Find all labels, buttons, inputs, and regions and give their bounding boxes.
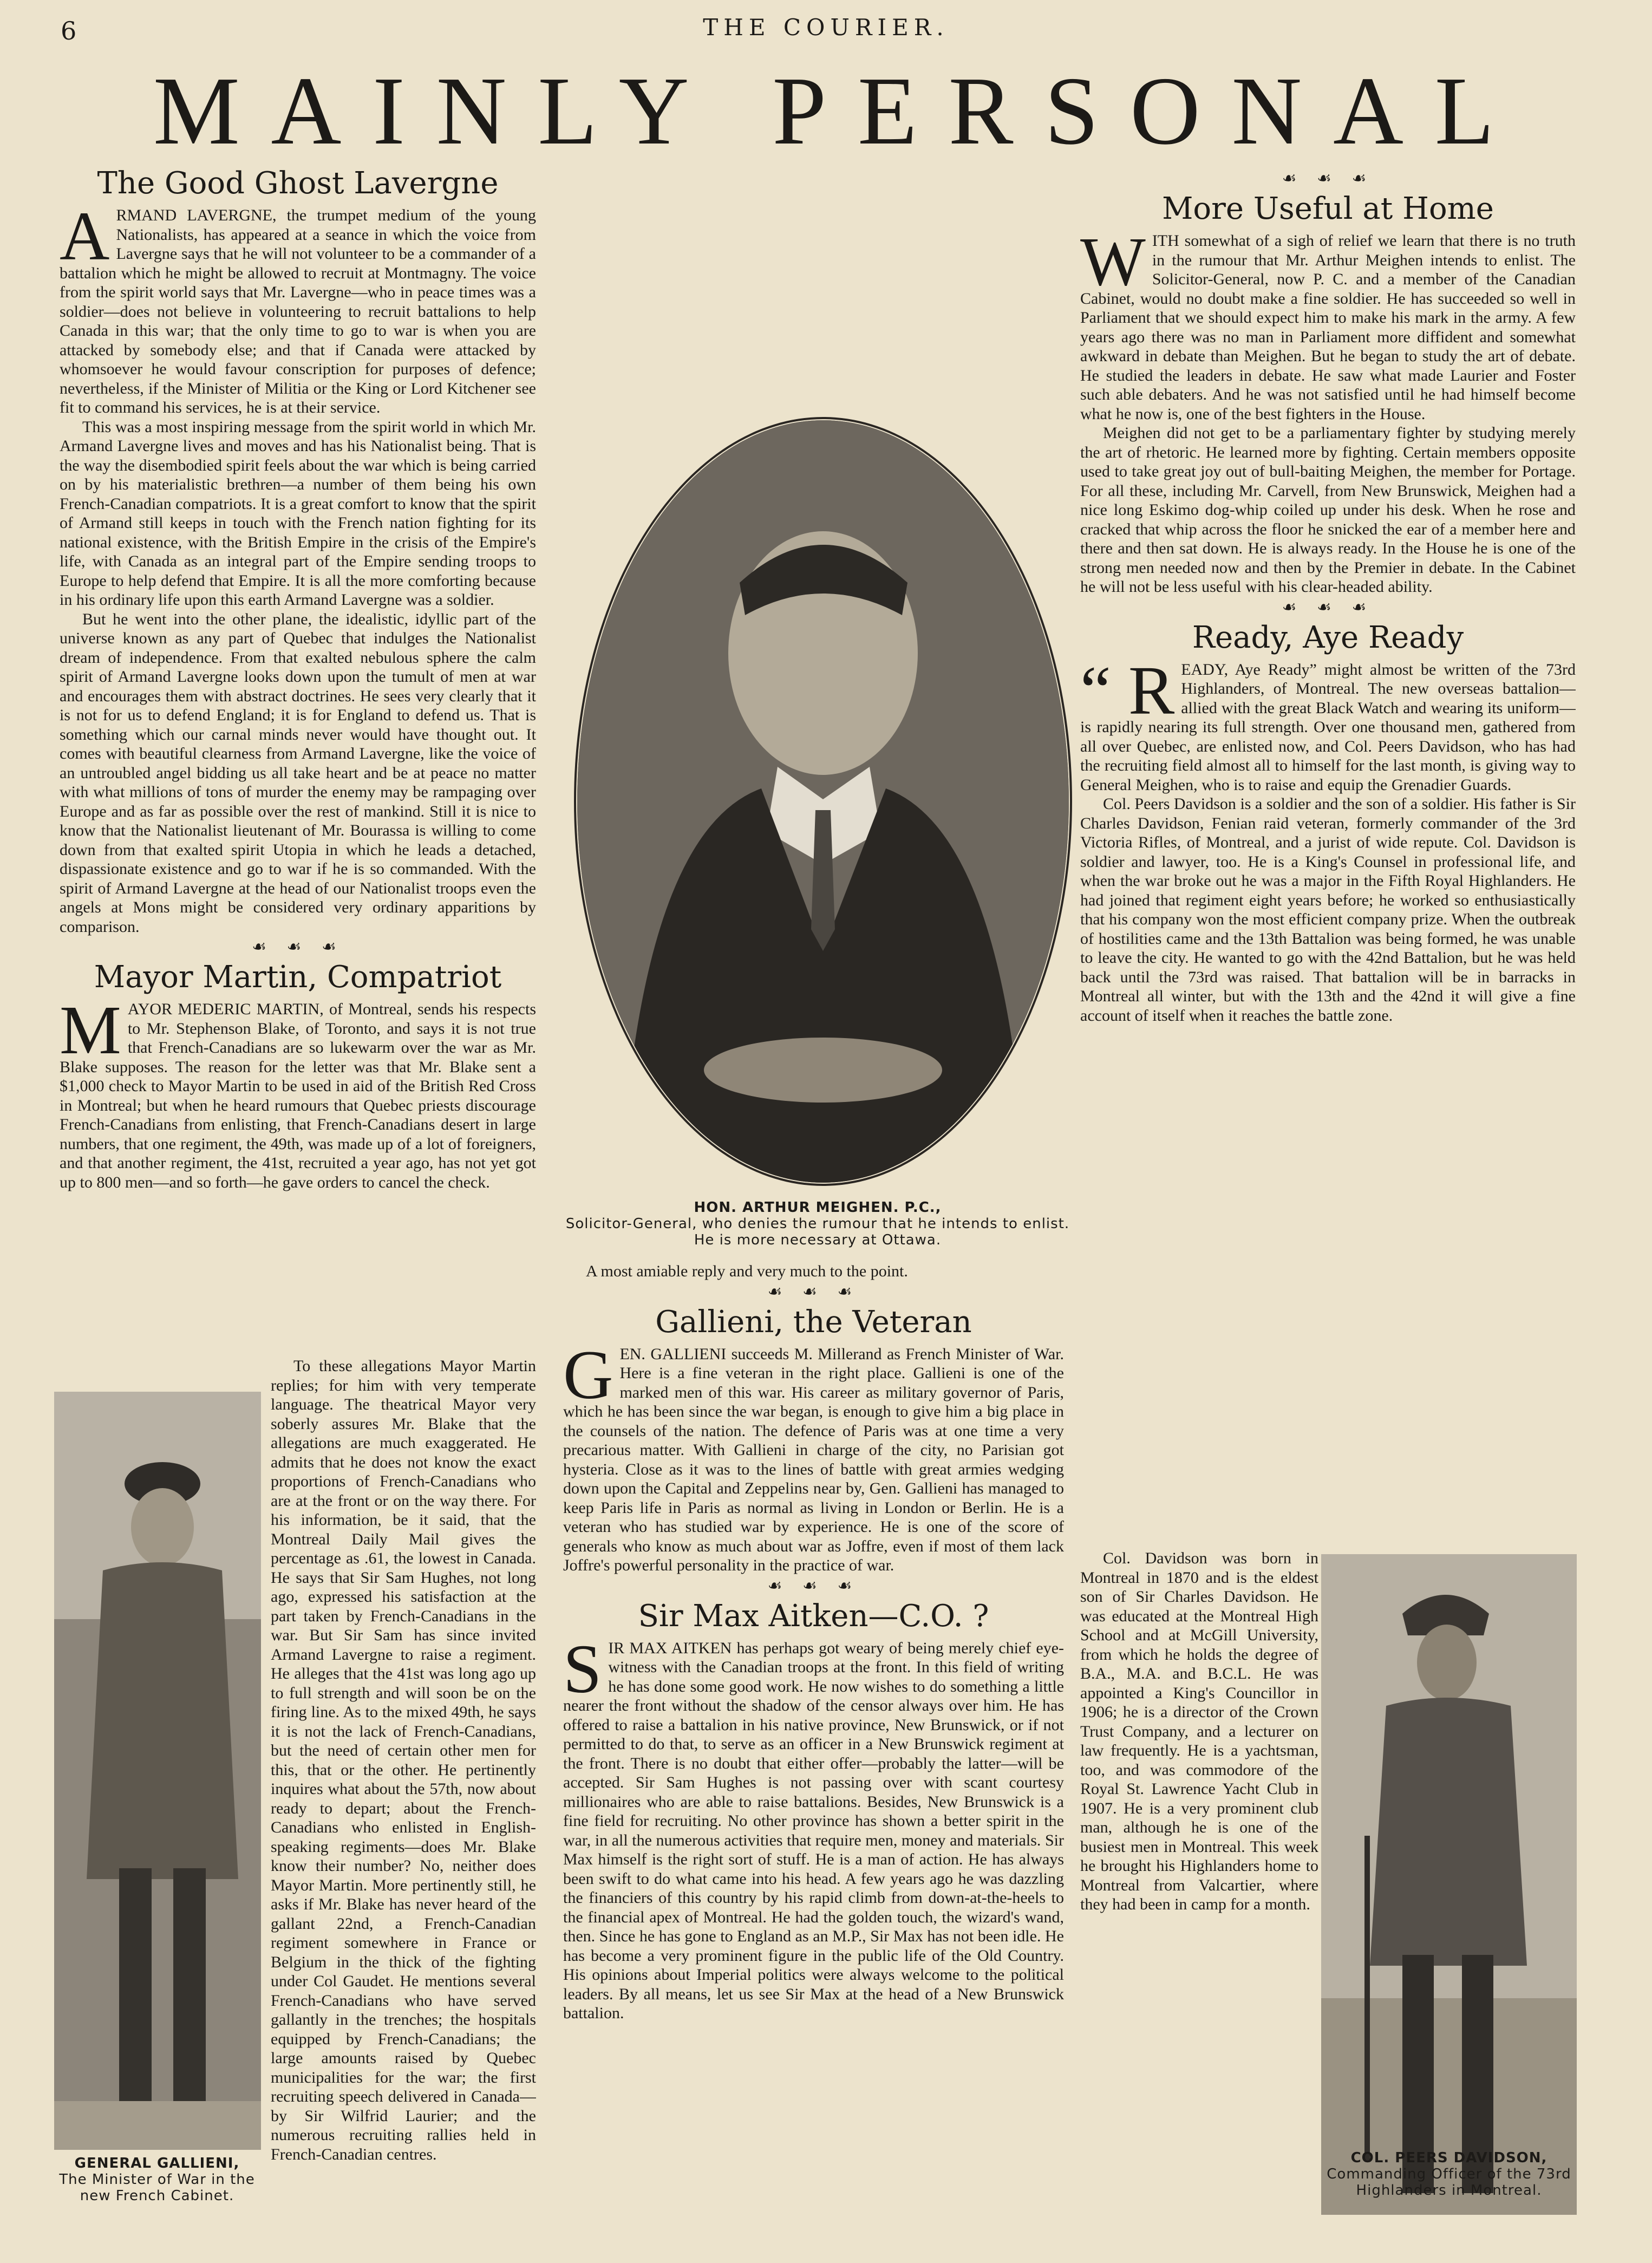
column-middle-bottom [563,1262,1064,2226]
article-title: Ready, Aye Ready [1192,619,1464,655]
photo-caption [563,1199,1072,1248]
running-head: THE COURIER. [703,14,949,41]
column-right [1080,168,1576,1543]
article-title: Sir Max Aitken—C.O. ? [638,1598,989,1634]
section-title: MAINLY PERSONAL [153,57,1526,165]
drop-cap: “ R [1080,651,1175,729]
article-paragraph: Meighen did not get to be a parliamentary fighter by studying merely the art of rhetoric. He learned more by fighting. Certain members opposite used to take great joy out of bull-baiting Meighen, the member for Portage. For all these, including Mr. Carvell, from New Brunswick, Meighen had a nice long Eskimo dog-whip coiled up under his desk. When he rose and cracked that whip across the floor he snicked the ear of a member here and there and then sat down. He is always ready. In the House he is one of the strong men needed now and then by the Premier in debate. In the Cabinet he will not be less useful with his clear-headed ability. [1080,424,1576,596]
caption-text: Commanding Officer of the 73rd Highlanders in Montreal. [1327,2166,1571,2199]
drop-cap: A [60,198,110,275]
article-paragraph: AYOR MEDERIC MARTIN, of Montreal, sends his respects to Mr. Stephenson Blake, of Toronto, and says it is not true that French-Canadians are so lukewarm over the war as Mr. Blake supposes. The reason for the letter was that Mr. Blake sent a $1,000 check to Mayor Martin to be used in aid of the British Red Cross in Montreal; but when he heard rumours that Quebec priests discourage French-Canadians from enlisting, that French-Canadians desert in large numbers, that one regiment, the 49th, was made up of a lot of foreigners, and that another regiment, the 41st, recruited a year ago, has not yet got up to 800 men—and so forth—he gave orders to cancel the check. [60,1000,536,1191]
photo-peers-davidson [1321,1554,1577,2215]
portrait-frame [574,417,1072,1186]
photo-caption [43,2155,271,2204]
article-paragraph: EADY, Aye Ready” might almost be written of the 73rd Highlanders, of Montreal. The new overseas battalion—allied with the great Black Watch and wearing its uniform—is rapidly nearing its full strength. Over one thousand men, gathered from all over Quebec, are enlisted now, and Col. Peers Davidson, who has had the recruiting field almost all to himself for the last month, is giving way to General Meighen, who is to raise and equip the Grenadier Guards. [1080,660,1576,794]
section-separator: ☙ ☙ ☙ [1282,169,1374,188]
caption-text: The Minister of War in the new French Cabinet. [59,2171,255,2204]
column-left [60,162,536,1273]
section-separator: ☙ ☙ ☙ [252,937,344,956]
drop-cap: S [563,1630,602,1707]
article-paragraph: Col. Davidson was born in Montreal in 1870 and is the eldest son of Sir Charles Davidson. He was educated at the Montreal High School and at McGill University, from which he holds the degree of B.A., M.A. and B.C.L. He was appointed a King's Councillor in 1906; he is a director of the Crown Trust Company, and a lecturer on law frequently. He is a yachtsman, too, and was commodore of the Royal St. Lawrence Yacht Club in 1907. He is a very prominent club man, although he is one of the busiest men in Montreal. This week he brought his Highlanders home to Montreal from Valcartier, where they had been in camp for a month. [1080,1549,1318,1913]
article-paragraph: EN. GALLIENI succeeds M. Millerand as French Minister of War. Here is a fine veteran in the right place. Gallieni is one of the marked men of this war. His career as military governor of Paris, which he has been since the war began, is enough to give him a big place in the counsels of the nation. The defence of Paris was at one time a very precarious matter. With Gallieni in charge of the city, no Parisian got hysteria. Close as it was to the lines of battle with great armies wedging down upon the Capital and Zeppelins near by, Gen. Gallieni has managed to keep Paris life in Paris as normal as living in London or Berlin. He is a veteran who has studied war by experience. He is one of the score of generals who know as much about war as Joffre, even if most of them lack Joffre's powerful personality in the practice of war. [563,1345,1064,1574]
photo-caption [1321,2150,1577,2199]
article-title: Gallieni, the Veteran [655,1304,972,1340]
caption-text: Solicitor-General, who denies the rumour that he intends to enlist. He is more necessary at Ottawa. [565,1216,1070,1248]
caption-name: GENERAL GALLIENI, [74,2155,240,2171]
article-paragraph: But he went into the other plane, the idealistic, idyllic part of the universe known as any part of Quebec that indulges the Nationalist dream of independence. From that exalted nebulous sphere the calm spirit of Armand Lavergne looks down upon the tumult of men at war and encourages them with abstract doctrines. He sees very clearly that it is not for us to defend England; it is for England to defend us. That is something which our carnal minds never would have thought out. It comes with beautiful clearness from Armand Lavergne, like the voice of an untroubled angel bidding us all take heart and be at peace no matter with what millions of tons of murder the enemy may be rampaging over Europe and as far as possible over the rest of mankind. Still it is nice to know that the Nationalist lieutenant of Mr. Bourassa is willing to come down from that exalted spirit Utopia in which he leads a detached, dispassionate existence and go to war if he is so commanded. With the spirit of Armand Lavergne at the head of our Nationalist troops even the angels at Mons might be considered very ordinary apparitions by comparison. [60,610,536,936]
article-paragraph: To these allegations Mayor Martin replies; for him with very temperate language. The theatrical Mayor very soberly assures Mr. Blake that the allegations are much exaggerated. He admits that he does not know the exact proportions of French-Canadians who are at the front or on the way there. For his information, be it said, that the Montreal Daily Mail gives the percentage as .61, the lowest in Canada. He says that Sir Sam Hughes, not long ago, expressed his satisfaction at the part taken by French-Canadians in the war. But Sir Sam has since invited Armand Lavergne to raise a regiment. He alleges that the 41st was long ago up to full strength and will soon be on the firing line. As to the mixed 49th, he says it is not the lack of French-Canadians, but the need of certain other men for this, that or the other. He pertinently inquires what about the 57th, now about ready to depart; about the French-Canadians who enlisted in English-speaking regiments—does Mr. Blake know their number? No, neither does Mayor Martin. More pertinently still, he asks if Mr. Blake has never heard of the gallant 22nd, a French-Canadian regiment somewhere in France or Belgium in the thick of the fighting under Col Gaudet. He mentions several French-Canadians who have served gallantly in the trenches; the hospitals equipped by French-Canadians; the large amounts raised by Quebec municipalities for the war; the first recruiting speech delivered in Canada—by Sir Wilfrid Laurier; and the numerous recruiting rallies held in French-Canadian centres. [271,1357,536,2163]
article-paragraph: IR MAX AITKEN has perhaps got weary of being merely chief eye-witness with the Canadian troops at the front. In this field of writing he has done some good work. He now wishes to do something a little nearer the front without the shadow of the censor always over him. He has offered to raise a battalion in his native province, New Brunswick, or if not permitted to do that, to serve as an officer in a New Brunswick regiment at the front. There is no doubt that either offer—probably the latter—will be accepted. Sir Sam Hughes is not passing over with scant courtesy millionaires who are able to raise battalions. Besides, New Brunswick is a fine field for recruiting. No other province has shown a better spirit in the war, in all the numerous activities that require men, money and materials. Sir Max himself is the right sort of stuff. He is a man of action. He has always been swift to do what came into his head. A few years ago he was dazzling the financiers of this country by his rapid climb from down-at-the-heels to the financial apex of Montreal. He had the golden touch, the wizard's wand, then. Since he has gone to England as an M.P., Sir Max has not been idle. He has become a very prominent figure in the public life of the Old Country. His opinions about Imperial politics were always welcome to the political leaders. By all means, let us see Sir Max at the head of a New Brunswick battalion. [563,1639,1064,2022]
page-number: 6 [61,16,77,45]
article-paragraph: RMAND LAVERGNE, the trumpet medium of the young Nationalists, has appeared at a seance in which the voice from Lavergne says that he will not volunteer to be a commander of a battalion which he might be allowed to recruit at Montmagny. The voice from the spirit world says that Mr. Lavergne—who in peace times was a soldier—does not believe in volunteering to recruit battalions to help Canada in this war; that the only time to go to war is when you are attacked by somebody else; and that if Canada were attacked by whomsoever he would favour conscription for purposes of defence; nevertheless, if the Minister of Militia or the King or Lord Kitchener see fit to command his services, he is at their service. [60,206,536,416]
caption-name: HON. ARTHUR MEIGHEN. P.C., [694,1199,942,1216]
column-left-continued [271,1357,536,2223]
article-paragraph: ITH somewhat of a sigh of relief we learn that there is no truth in the rumour that Mr. Arthur Meighen intends to enlist. The Solicitor-General, now P. C. and a member of the Canadian Cabinet, would no doubt make a fine soldier. He has succeeded so well in Parliament that we should expect him to make his mark in the army. A few years ago there was no man in Parliament more diffident and somewhat awkward in debate than Meighen. But he began to study the art of debate. He studied the leaders in debate. He saw what made Laurier and Foster such able debaters. And he was not satisfied until he had himself become what he now is, one of the best fighters in the House. [1080,232,1576,423]
drop-cap: G [563,1336,613,1413]
article-paragraph: This was a most inspiring message from the spirit world in which Mr. Armand Lavergne lives and moves and has his Nationalist being. That is the way the disembodied spirit feels about the war which is being carried on by his materialistic brethren—a number of them being his own French-Canadian compatriots. It is a great comfort to know that the spirit of Armand still keeps in touch with the French nation fighting for its national existence, with the British Empire in the crisis of the Empire's life, with Canada as an integral part of the Empire sending troops to Europe to help defend that Empire. It is all the more comforting because in his ordinary life upon this earth Armand Lavergne was a soldier. [60,418,536,609]
column-middle-top [563,168,1064,406]
article-paragraph: Col. Peers Davidson is a soldier and the son of a soldier. His father is Sir Charles Davidson, Fenian raid veteran, formerly commander of the 3rd Victoria Rifles, of Montreal, and a jurist of wide repute. Col. Davidson is soldier and lawyer, too. He is a King's Counsel in professional life, and when the war broke out he was a major in the Fifth Royal Highlanders. He had joined that regiment eight years before; he worked so enthusiastically that his company won the most efficient company prize. When the outbreak of hostilities came and the 13th Battalion was being formed, he was unable to leave the city. He wanted to go with the 42nd Battalion, but he was held back until the 73rd was raised. That battalion will be in barracks in Montreal all winter, but with the 13th and the 42nd it will give a fine account of itself when it reaches the battle zone. [1080,795,1576,1025]
photo-general-gallieni [54,1392,261,2150]
caption-name: COL. PEERS DAVIDSON, [1350,2150,1547,2166]
article-title: The Good Ghost Lavergne [97,166,499,201]
drop-cap: M [60,992,121,1068]
section-separator: ☙ ☙ ☙ [1282,597,1374,617]
article-paragraph: A most amiable reply and very much to the point. [586,1262,908,1280]
article-title: More Useful at Home [1162,191,1494,226]
section-separator: ☙ ☙ ☙ [767,1282,860,1301]
drop-cap: W [1080,223,1146,300]
column-right-continued [1080,1549,1318,2226]
article-title: Mayor Martin, Compatriot [94,960,502,995]
section-separator: ☙ ☙ ☙ [767,1576,860,1595]
